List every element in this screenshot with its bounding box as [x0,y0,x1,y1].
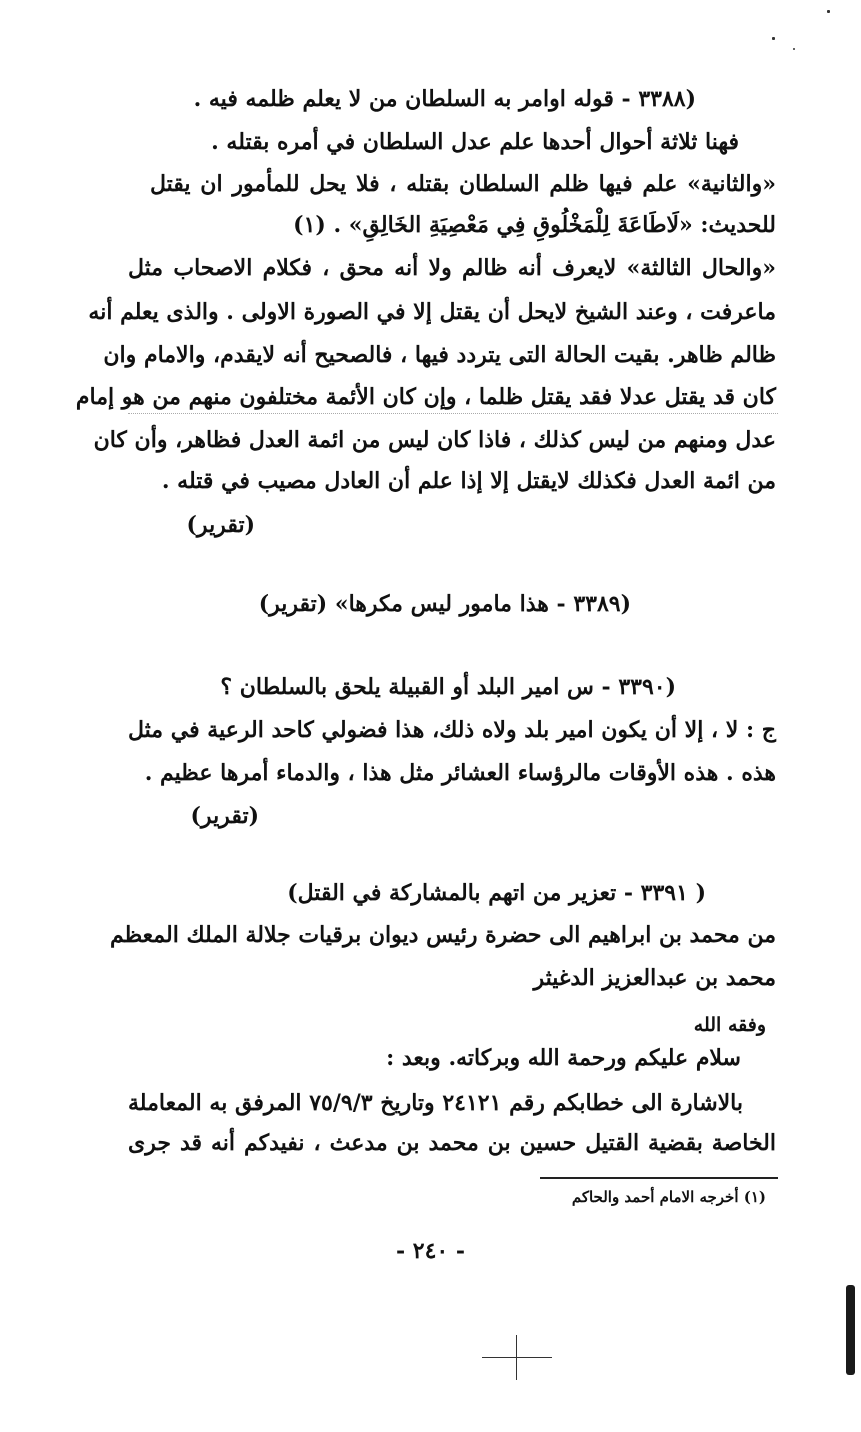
footnote: (١) أخرجه الامام أحمد والحاكم [571,1188,766,1206]
section-3391-body-line-2: الخاصة بقضية القتيل حسين بن محمد بن مدعث ، نفيدكم أنه قد جرى [128,1130,776,1156]
section-3391-greeting: سلام عليكم ورحمة الله وبركاته. وبعد : [386,1045,741,1071]
section-3390-source: (تقرير) [190,803,259,829]
scan-artifact-line [128,413,778,414]
section-3388-line-5: ماعرفت ، وعند الشيخ لايحل أن يقتل إلا في الصورة الاولى . والذى يعلم أنه [88,299,776,325]
section-3389-heading: (٣٣٨٩ - هذا مامور ليس مكرها» (تقرير) [258,591,631,617]
section-3388-line-3: للحديث: «لَاطَاعَةَ لِلْمَخْلُوقِ فِي مَعْصِيَةِ الخَالِقِ» . (١) [293,212,776,238]
section-3390-heading: (٣٣٩٠ - س امير البلد أو القبيلة يلحق بالسلطان ؟ [220,674,676,700]
section-3390-line-2: هذه . هذه الأوقات مالرؤساء العشائر مثل هذا ، والدماء أمرها عظيم . [144,760,776,786]
scan-speck [827,10,830,13]
binding-edge-mark [846,1285,855,1375]
crop-mark-horizontal [482,1357,552,1358]
section-3391-line-1: من محمد بن ابراهيم الى حضرة رئيس ديوان برقيات جلالة الملك المعظم [109,922,776,948]
section-3388-source: (تقرير) [186,512,255,538]
section-3388-line-7: كان قد يقتل عدلا فقد يقتل ظلما ، وإن كان الأئمة مختلفون منهم من هو إمام [75,384,776,410]
section-3388-line-4: «والحال الثالثة» لايعرف أنه ظالم ولا أنه محق ، فكلام الاصحاب مثل [128,255,776,281]
section-3388-line-1: فهنا ثلاثة أحوال أحدها علم عدل السلطان في أمره بقتله . [211,129,739,155]
section-3388-line-6: ظالم ظاهر. بقيت الحالة التى يتردد فيها ، فالصحيح أنه لايقدم، والامام وان [103,342,776,368]
section-3391-heading: ( ٣٣٩١ - تعزير من اتهم بالمشاركة في القتل) [287,880,706,906]
section-3388-line-9: من ائمة العدل فكذلك لايقتل إلا إذا علم أن العادل مصيب في قتله . [161,468,776,494]
section-3391-body-line-1: بالاشارة الى خطابكم رقم ٢٤١٢١ وتاريخ ٧٥/٩/٣ المرفق به المعاملة [128,1090,744,1116]
section-3391-line-2: محمد بن عبدالعزيز الدغيثر [533,965,776,991]
section-3391-salutation: وفقه الله [693,1014,766,1036]
scan-speck [772,37,775,40]
section-3388-heading: (٣٣٨٨ - قوله اوامر به السلطان من لا يعلم ظلمه فيه . [193,86,696,112]
section-3388-line-8: عدل ومنهم من ليس كذلك ، فاذا كان ليس من ائمة العدل فظاهر، وأن كان [93,427,776,453]
page-number: - ٢٤٠ - [395,1238,466,1264]
section-3390-line-1: ج : لا ، إلا أن يكون امير بلد ولاه ذلك، هذا فضولي كاحد الرعية في مثل [128,717,776,743]
crop-mark-vertical [516,1335,517,1380]
footnote-rule [540,1177,778,1179]
section-3388-line-2: «والثانية» علم فيها ظلم السلطان بقتله ، فلا يحل للمأمور ان يقتل [150,171,776,197]
scan-speck [793,48,795,50]
